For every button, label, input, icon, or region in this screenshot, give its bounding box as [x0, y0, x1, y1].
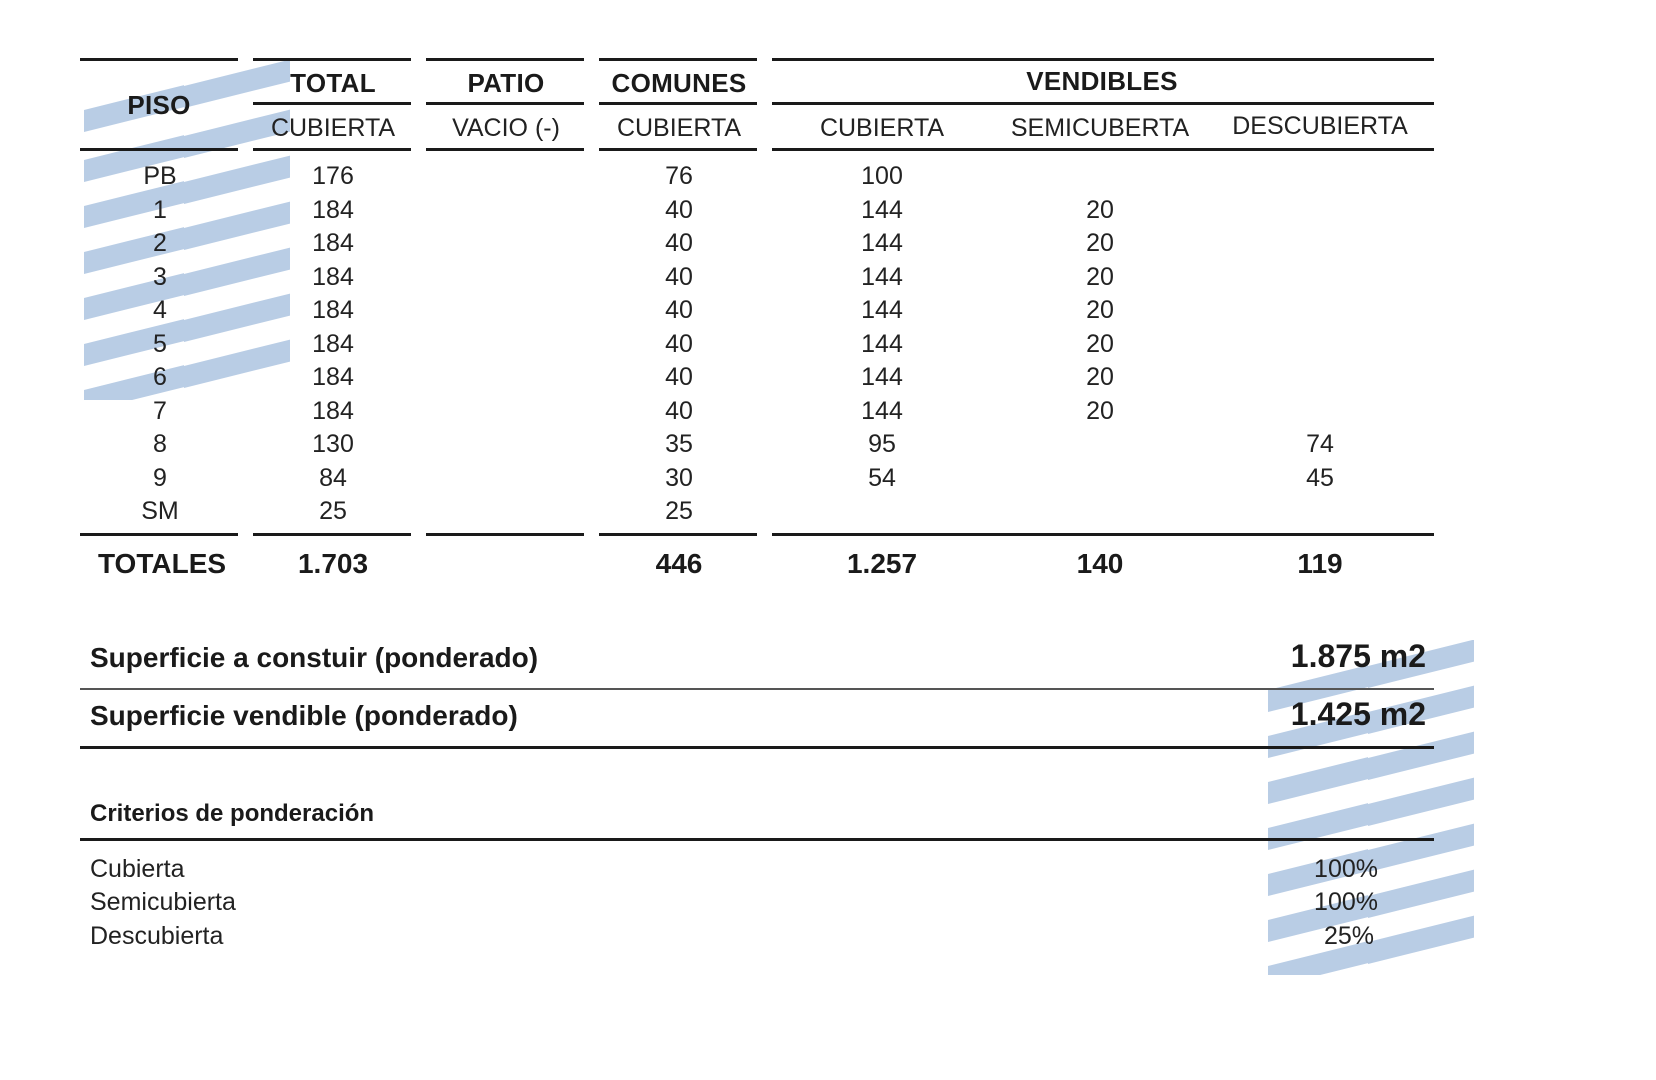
summary-vendible-value: 1.425 m2 [1290, 696, 1426, 732]
cell-v-cub: 54 [868, 463, 896, 492]
cell-piso: SM [141, 497, 179, 525]
cell-v-cub: 144 [861, 262, 903, 291]
cell-comunes: 40 [665, 363, 693, 391]
cell-piso: 3 [153, 262, 167, 291]
cell-total: 184 [312, 363, 354, 391]
cell-comunes: 40 [665, 229, 693, 257]
rule-summary-bottom [80, 746, 1434, 749]
rule-head-bottom-total [253, 148, 411, 151]
rule-head-bottom-comunes [599, 148, 757, 151]
header-comunes: COMUNES [611, 68, 747, 98]
cell-v-desc: 45 [1306, 463, 1334, 492]
subheader-patio-vacio: VACIO (-) [452, 114, 560, 142]
cell-piso: 1 [153, 195, 167, 224]
rule-head-bottom-piso [80, 148, 238, 151]
subheader-vendibles-cubierta: CUBIERTA [819, 114, 945, 142]
rule-mid-patio [426, 102, 584, 105]
rule-totals-patio [426, 533, 584, 536]
criteria-semicubierta-label: Semicubierta [90, 888, 236, 916]
totals-comunes: 446 [655, 548, 703, 579]
criteria-cubierta-label: Cubierta [90, 855, 185, 883]
summary-construir-value: 1.875 m2 [1290, 638, 1426, 674]
cell-total: 184 [312, 296, 354, 324]
rule-totals-total [253, 533, 411, 536]
cell-comunes: 40 [665, 329, 693, 358]
totals-label: TOTALES [97, 548, 227, 579]
header-patio: PATIO [467, 68, 545, 98]
rule-mid-vendibles [772, 102, 1434, 105]
cell-v-cub: 144 [861, 363, 903, 391]
cell-piso: PB [143, 162, 177, 190]
cell-v-cub: 95 [868, 430, 896, 458]
rule-top-piso [80, 58, 238, 61]
cell-comunes: 30 [665, 463, 693, 492]
cell-total: 184 [312, 262, 354, 291]
subheader-comunes-cubierta: CUBIERTA [616, 114, 742, 142]
cell-total: 184 [312, 329, 354, 358]
criteria-descubierta-label: Descubierta [90, 922, 224, 950]
cell-piso: 4 [153, 296, 167, 324]
criteria-descubierta-value: 25% [1323, 922, 1374, 950]
criteria-title: Criterios de ponderación [90, 800, 375, 827]
cell-total: 25 [319, 497, 347, 525]
cell-v-cub: 144 [861, 195, 903, 224]
cell-v-semi: 20 [1086, 229, 1114, 257]
criteria-semicubierta-value: 100% [1314, 888, 1378, 916]
cell-total: 184 [312, 195, 354, 224]
cell-piso: 2 [153, 229, 167, 257]
summary-construir-label: Superficie a constuir (ponderado) [90, 642, 539, 673]
cell-comunes: 35 [665, 430, 693, 458]
cell-total: 130 [312, 430, 354, 458]
cell-piso: 7 [153, 396, 167, 425]
totals-vendibles-semicubierta: 140 [1076, 548, 1124, 579]
subheader-vendibles-descubierta: DESCUBIERTA [1232, 112, 1408, 140]
totals-total: 1.703 [297, 548, 369, 579]
rule-top-patio [426, 58, 584, 61]
cell-v-semi: 20 [1086, 195, 1114, 224]
criteria-cubierta-value: 100% [1314, 855, 1378, 883]
cell-v-semi: 20 [1086, 363, 1114, 391]
cell-v-cub: 100 [861, 162, 903, 190]
cell-total: 184 [312, 229, 354, 257]
rule-mid-comunes [599, 102, 757, 105]
cell-total: 176 [312, 162, 354, 190]
rule-totals-comunes [599, 533, 757, 536]
cell-comunes: 25 [665, 497, 693, 525]
cell-v-cub: 144 [861, 296, 903, 324]
header-total: TOTAL [290, 68, 376, 98]
cell-comunes: 40 [665, 262, 693, 291]
rule-criteria [80, 838, 1434, 841]
cell-piso: 8 [153, 430, 167, 458]
rule-summary-mid [80, 688, 1434, 690]
rule-head-bottom-vendibles [772, 148, 1434, 151]
cell-v-semi: 20 [1086, 296, 1114, 324]
cell-v-cub: 144 [861, 229, 903, 257]
cell-v-semi: 20 [1086, 329, 1114, 358]
subheader-total-cubierta: CUBIERTA [270, 114, 396, 142]
cell-piso: 6 [153, 363, 167, 391]
cell-piso: 5 [153, 329, 167, 358]
header-vendibles: VENDIBLES [1026, 66, 1178, 96]
rule-totals-vendibles [772, 533, 1434, 536]
cell-v-semi: 20 [1086, 262, 1114, 291]
cell-v-cub: 144 [861, 396, 903, 425]
cell-comunes: 40 [665, 396, 693, 425]
totals-vendibles-cubierta: 1.257 [846, 548, 918, 579]
cell-total: 84 [319, 463, 347, 492]
totals-vendibles-descubierta: 119 [1297, 548, 1343, 579]
rule-mid-total [253, 102, 411, 105]
cell-comunes: 40 [665, 195, 693, 224]
cell-v-cub: 144 [861, 329, 903, 358]
rule-top-total [253, 58, 411, 61]
rule-totals-piso [80, 533, 238, 536]
summary-vendible-label: Superficie vendible (ponderado) [90, 700, 518, 731]
cell-comunes: 76 [665, 162, 693, 190]
rule-top-comunes [599, 58, 757, 61]
cell-piso: 9 [153, 463, 167, 492]
subheader-vendibles-semicubierta: SEMICUBERTA [1010, 114, 1190, 142]
rule-head-bottom-patio [426, 148, 584, 151]
cell-v-semi: 20 [1086, 396, 1114, 425]
header-piso: PISO [127, 90, 191, 120]
cell-comunes: 40 [665, 296, 693, 324]
cell-v-desc: 74 [1306, 430, 1334, 458]
rule-top-vendibles [772, 58, 1434, 61]
cell-total: 184 [312, 396, 354, 425]
